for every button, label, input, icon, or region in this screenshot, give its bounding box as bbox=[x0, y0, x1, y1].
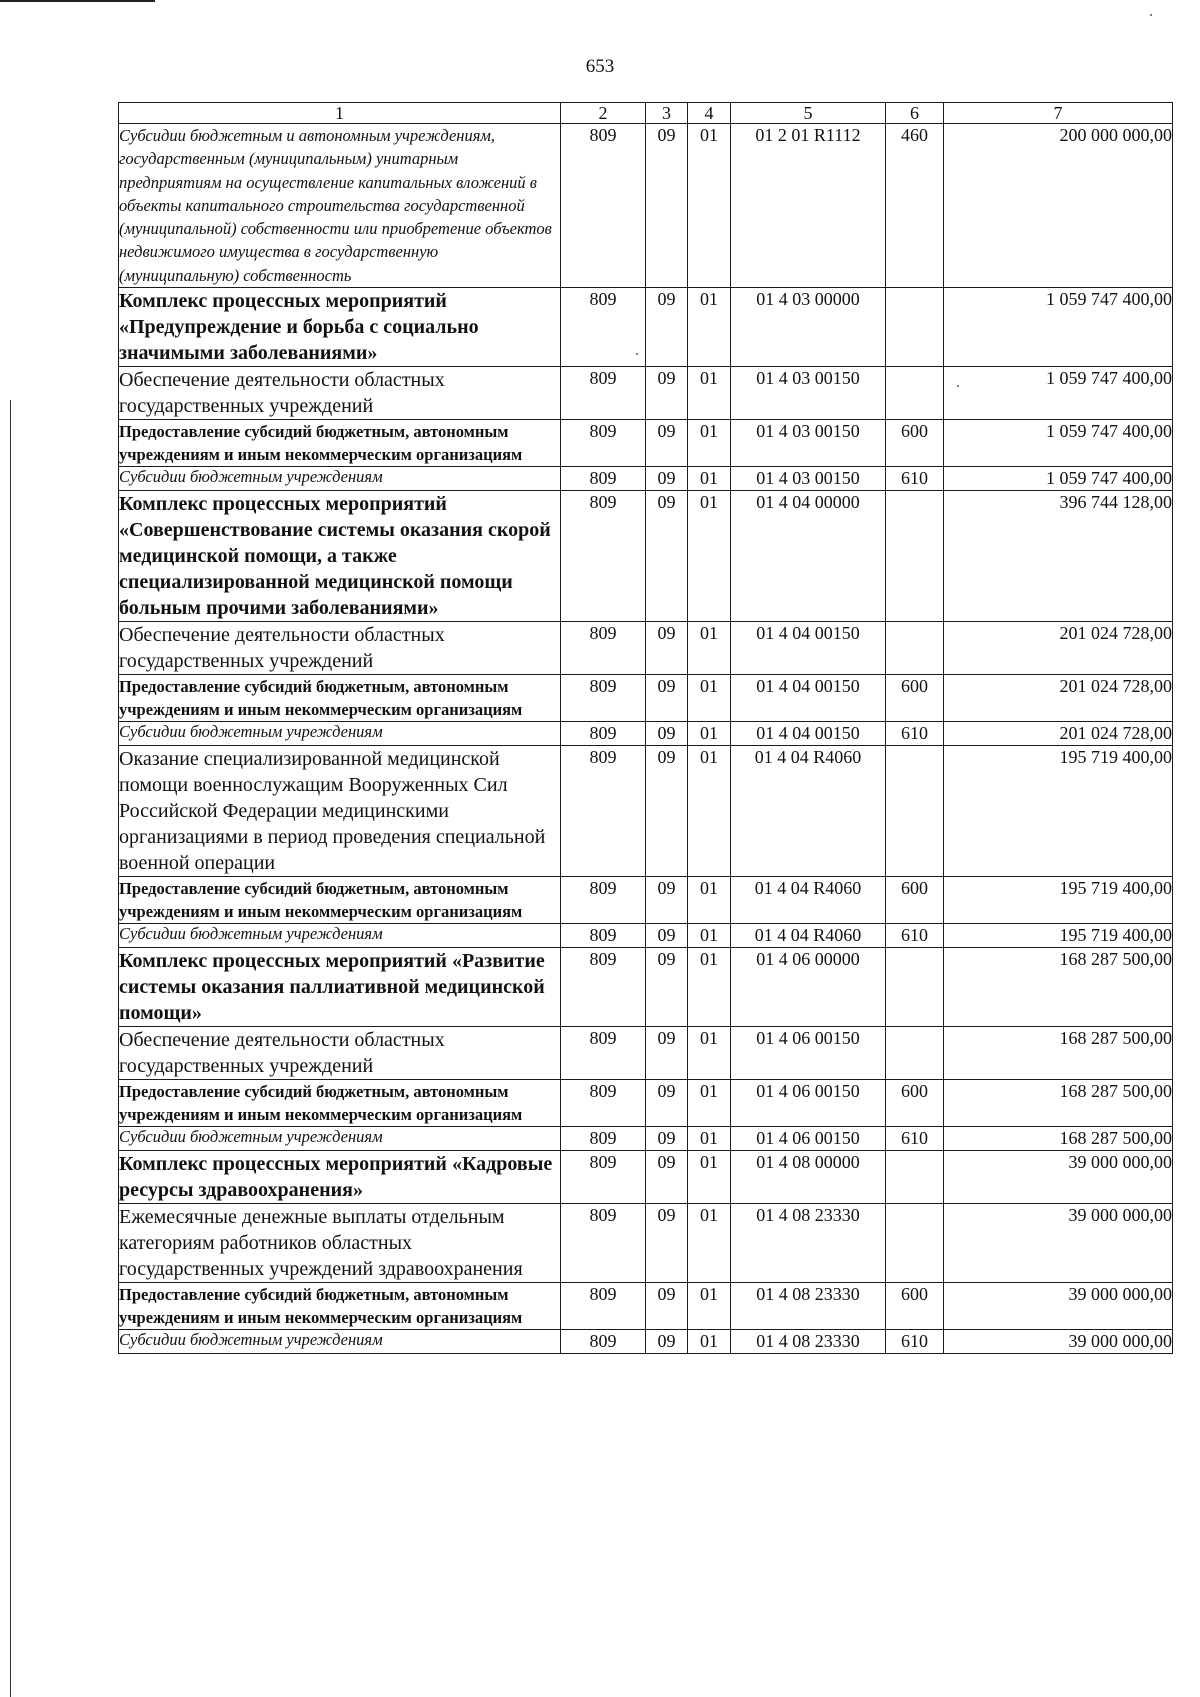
cell-csr: 01 4 03 00150 bbox=[731, 367, 886, 420]
cell-rz: 09 bbox=[646, 622, 688, 675]
row-name: Субсидии бюджетным и автономным учреждениям, государственным (муниципальным) унитарным предприятиям на осуществление капитальных вложений в объекты капитального строительства государственной (муниципальной) собственности или приобретение объектов недвижимого имущества в государственную (муниципальную) собственность bbox=[119, 124, 561, 288]
cell-rz: 09 bbox=[646, 1330, 688, 1354]
row-name: Предоставление субсидий бюджетным, автономным учреждениям и иным некоммерческим организациям bbox=[119, 420, 561, 467]
cell-rz: 09 bbox=[646, 1127, 688, 1151]
cell-vr: 600 bbox=[886, 420, 944, 467]
cell-gr: 809 bbox=[561, 948, 646, 1027]
row-name: Предоставление субсидий бюджетным, автономным учреждениям и иным некоммерческим организациям bbox=[119, 1283, 561, 1330]
table-row bbox=[119, 722, 1173, 746]
cell-csr: 01 4 04 R4060 bbox=[731, 877, 886, 924]
header-cell: 7 bbox=[944, 103, 1173, 124]
row-name: Субсидии бюджетным учреждениям bbox=[119, 467, 561, 491]
cell-sum: 168 287 500,00 bbox=[944, 1127, 1173, 1151]
cell-gr: 809 bbox=[561, 1080, 646, 1127]
cell-gr: 809 bbox=[561, 491, 646, 622]
cell-pr: 01 bbox=[688, 1204, 731, 1283]
table-row bbox=[119, 1151, 1173, 1204]
cell-csr: 01 4 04 00150 bbox=[731, 722, 886, 746]
cell-pr: 01 bbox=[688, 675, 731, 722]
cell-vr bbox=[886, 367, 944, 420]
cell-vr: 610 bbox=[886, 467, 944, 491]
table-row bbox=[119, 288, 1173, 367]
table-row bbox=[119, 675, 1173, 722]
table-row bbox=[119, 1027, 1173, 1080]
cell-gr: 809 bbox=[561, 1204, 646, 1283]
cell-csr: 01 4 06 00000 bbox=[731, 948, 886, 1027]
cell-vr bbox=[886, 1027, 944, 1080]
cell-rz: 09 bbox=[646, 1151, 688, 1204]
table-row bbox=[119, 491, 1173, 622]
cell-sum: 201 024 728,00 bbox=[944, 675, 1173, 722]
cell-sum: 39 000 000,00 bbox=[944, 1204, 1173, 1283]
cell-pr: 01 bbox=[688, 124, 731, 288]
row-name: Обеспечение деятельности областных государственных учреждений bbox=[119, 622, 561, 675]
table-row bbox=[119, 924, 1173, 948]
cell-sum: 39 000 000,00 bbox=[944, 1151, 1173, 1204]
cell-gr: 809 bbox=[561, 1027, 646, 1080]
cell-sum: 201 024 728,00 bbox=[944, 722, 1173, 746]
table-row bbox=[119, 467, 1173, 491]
header-cell: 6 bbox=[886, 103, 944, 124]
cell-pr: 01 bbox=[688, 1127, 731, 1151]
header-cell: 4 bbox=[688, 103, 731, 124]
cell-gr: 809 bbox=[561, 746, 646, 877]
cell-rz: 09 bbox=[646, 1204, 688, 1283]
cell-rz: 09 bbox=[646, 722, 688, 746]
cell-rz: 09 bbox=[646, 491, 688, 622]
cell-csr: 01 4 04 00150 bbox=[731, 675, 886, 722]
cell-pr: 01 bbox=[688, 622, 731, 675]
cell-csr: 01 4 06 00150 bbox=[731, 1027, 886, 1080]
table-row bbox=[119, 1127, 1173, 1151]
cell-sum: 200 000 000,00 bbox=[944, 124, 1173, 288]
cell-csr: 01 4 08 23330 bbox=[731, 1330, 886, 1354]
header-cell: 2 bbox=[561, 103, 646, 124]
cell-pr: 01 bbox=[688, 288, 731, 367]
cell-rz: 09 bbox=[646, 1080, 688, 1127]
cell-pr: 01 bbox=[688, 1027, 731, 1080]
cell-vr bbox=[886, 746, 944, 877]
cell-gr: 809 bbox=[561, 420, 646, 467]
cell-rz: 09 bbox=[646, 1027, 688, 1080]
table-row bbox=[119, 124, 1173, 288]
row-name: Обеспечение деятельности областных государственных учреждений bbox=[119, 1027, 561, 1080]
cell-rz: 09 bbox=[646, 420, 688, 467]
cell-vr bbox=[886, 288, 944, 367]
cell-vr: 460 bbox=[886, 124, 944, 288]
cell-vr bbox=[886, 622, 944, 675]
row-name: Субсидии бюджетным учреждениям bbox=[119, 1127, 561, 1151]
cell-sum: 168 287 500,00 bbox=[944, 948, 1173, 1027]
cell-vr: 610 bbox=[886, 1330, 944, 1354]
cell-pr: 01 bbox=[688, 1151, 731, 1204]
row-name: Обеспечение деятельности областных государственных учреждений bbox=[119, 367, 561, 420]
cell-sum: 39 000 000,00 bbox=[944, 1330, 1173, 1354]
table-row bbox=[119, 1330, 1173, 1354]
corner-mark bbox=[0, 0, 155, 2]
cell-vr: 600 bbox=[886, 675, 944, 722]
cell-gr: 809 bbox=[561, 1283, 646, 1330]
cell-csr: 01 2 01 R1112 bbox=[731, 124, 886, 288]
cell-gr: 809 bbox=[561, 1330, 646, 1354]
header-cell: 3 bbox=[646, 103, 688, 124]
cell-sum: 1 059 747 400,00 bbox=[944, 288, 1173, 367]
cell-csr: 01 4 08 23330 bbox=[731, 1204, 886, 1283]
cell-vr: 600 bbox=[886, 877, 944, 924]
cell-gr: 809 bbox=[561, 124, 646, 288]
row-name: Ежемесячные денежные выплаты отдельным категориям работников областных государственных учреждений здравоохранения bbox=[119, 1204, 561, 1283]
cell-gr: 809 bbox=[561, 367, 646, 420]
cell-rz: 09 bbox=[646, 948, 688, 1027]
table-row bbox=[119, 420, 1173, 467]
cell-csr: 01 4 08 23330 bbox=[731, 1283, 886, 1330]
row-name: Комплекс процессных мероприятий «Предупреждение и борьба с социально значимыми заболеваниями» bbox=[119, 288, 561, 367]
cell-pr: 01 bbox=[688, 1080, 731, 1127]
cell-vr bbox=[886, 1204, 944, 1283]
cell-rz: 09 bbox=[646, 877, 688, 924]
header-cell: 1 bbox=[119, 103, 561, 124]
cell-pr: 01 bbox=[688, 877, 731, 924]
row-name: Предоставление субсидий бюджетным, автономным учреждениям и иным некоммерческим организациям bbox=[119, 675, 561, 722]
scan-margin-line bbox=[10, 400, 11, 1697]
cell-vr: 600 bbox=[886, 1283, 944, 1330]
cell-csr: 01 4 06 00150 bbox=[731, 1127, 886, 1151]
cell-sum: 195 719 400,00 bbox=[944, 746, 1173, 877]
table-row bbox=[119, 746, 1173, 877]
table-row bbox=[119, 622, 1173, 675]
cell-sum: 1 059 747 400,00 bbox=[944, 367, 1173, 420]
cell-pr: 01 bbox=[688, 722, 731, 746]
cell-rz: 09 bbox=[646, 924, 688, 948]
cell-pr: 01 bbox=[688, 1330, 731, 1354]
cell-csr: 01 4 04 00000 bbox=[731, 491, 886, 622]
budget-table bbox=[118, 102, 1173, 1354]
cell-vr bbox=[886, 948, 944, 1027]
table-row bbox=[119, 948, 1173, 1027]
cell-sum: 1 059 747 400,00 bbox=[944, 467, 1173, 491]
cell-vr: 610 bbox=[886, 1127, 944, 1151]
table-row bbox=[119, 1080, 1173, 1127]
cell-pr: 01 bbox=[688, 1283, 731, 1330]
cell-pr: 01 bbox=[688, 924, 731, 948]
cell-rz: 09 bbox=[646, 124, 688, 288]
row-name: Субсидии бюджетным учреждениям bbox=[119, 924, 561, 948]
row-name: Комплекс процессных мероприятий «Развитие системы оказания паллиативной медицинской помощи» bbox=[119, 948, 561, 1027]
table-row bbox=[119, 877, 1173, 924]
cell-gr: 809 bbox=[561, 622, 646, 675]
cell-gr: 809 bbox=[561, 675, 646, 722]
cell-rz: 09 bbox=[646, 675, 688, 722]
table-row bbox=[119, 1283, 1173, 1330]
cell-csr: 01 4 03 00150 bbox=[731, 420, 886, 467]
cell-csr: 01 4 06 00150 bbox=[731, 1080, 886, 1127]
table-row bbox=[119, 367, 1173, 420]
cell-vr: 610 bbox=[886, 924, 944, 948]
cell-gr: 809 bbox=[561, 288, 646, 367]
cell-csr: 01 4 03 00000 bbox=[731, 288, 886, 367]
cell-vr bbox=[886, 491, 944, 622]
row-name: Комплекс процессных мероприятий «Совершенствование системы оказания скорой медицинской помощи, а также специализированной медицинской помощи больным прочими заболеваниями» bbox=[119, 491, 561, 622]
cell-csr: 01 4 03 00150 bbox=[731, 467, 886, 491]
cell-gr: 809 bbox=[561, 722, 646, 746]
cell-sum: 195 719 400,00 bbox=[944, 877, 1173, 924]
cell-csr: 01 4 04 R4060 bbox=[731, 746, 886, 877]
cell-gr: 809 bbox=[561, 1127, 646, 1151]
cell-gr: 809 bbox=[561, 467, 646, 491]
row-name: Субсидии бюджетным учреждениям bbox=[119, 722, 561, 746]
cell-vr bbox=[886, 1151, 944, 1204]
cell-pr: 01 bbox=[688, 948, 731, 1027]
scan-speck bbox=[1150, 14, 1152, 16]
cell-pr: 01 bbox=[688, 491, 731, 622]
cell-pr: 01 bbox=[688, 746, 731, 877]
cell-csr: 01 4 04 R4060 bbox=[731, 924, 886, 948]
cell-sum: 201 024 728,00 bbox=[944, 622, 1173, 675]
cell-pr: 01 bbox=[688, 420, 731, 467]
cell-gr: 809 bbox=[561, 877, 646, 924]
row-name: Предоставление субсидий бюджетным, автономным учреждениям и иным некоммерческим организациям bbox=[119, 877, 561, 924]
cell-sum: 195 719 400,00 bbox=[944, 924, 1173, 948]
row-name: Субсидии бюджетным учреждениям bbox=[119, 1330, 561, 1354]
page-number: 653 bbox=[585, 56, 615, 77]
cell-sum: 39 000 000,00 bbox=[944, 1283, 1173, 1330]
cell-csr: 01 4 08 00000 bbox=[731, 1151, 886, 1204]
cell-gr: 809 bbox=[561, 924, 646, 948]
row-name: Оказание специализированной медицинской помощи военнослужащим Вооруженных Сил Российской Федерации медицинскими организациями в период проведения специальной военной операции bbox=[119, 746, 561, 877]
cell-rz: 09 bbox=[646, 1283, 688, 1330]
header-row bbox=[119, 103, 1173, 124]
cell-rz: 09 bbox=[646, 367, 688, 420]
cell-sum: 168 287 500,00 bbox=[944, 1027, 1173, 1080]
cell-gr: 809 bbox=[561, 1151, 646, 1204]
row-name: Комплекс процессных мероприятий «Кадровые ресурсы здравоохранения» bbox=[119, 1151, 561, 1204]
cell-sum: 168 287 500,00 bbox=[944, 1080, 1173, 1127]
cell-sum: 1 059 747 400,00 bbox=[944, 420, 1173, 467]
cell-rz: 09 bbox=[646, 746, 688, 877]
header-cell: 5 bbox=[731, 103, 886, 124]
cell-csr: 01 4 04 00150 bbox=[731, 622, 886, 675]
cell-vr: 610 bbox=[886, 722, 944, 746]
cell-rz: 09 bbox=[646, 288, 688, 367]
row-name: Предоставление субсидий бюджетным, автономным учреждениям и иным некоммерческим организациям bbox=[119, 1080, 561, 1127]
cell-rz: 09 bbox=[646, 467, 688, 491]
cell-vr: 600 bbox=[886, 1080, 944, 1127]
cell-sum: 396 744 128,00 bbox=[944, 491, 1173, 622]
cell-pr: 01 bbox=[688, 467, 731, 491]
table-row bbox=[119, 1204, 1173, 1283]
cell-pr: 01 bbox=[688, 367, 731, 420]
